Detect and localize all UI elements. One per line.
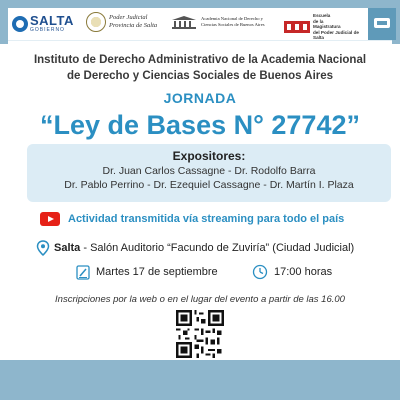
escuela-line3: Magistratura <box>313 24 341 29</box>
time-row <box>252 264 332 280</box>
poder-judicial-line2: Provincia de Salta <box>109 22 158 29</box>
escuela-magistratura-logo <box>284 13 365 41</box>
qr-code[interactable] <box>176 310 224 358</box>
venue-detail: - Salón Auditorio “Facundo de Zuviría” (Ciudad Judicial) <box>80 242 355 254</box>
corner-emblem-icon <box>368 8 396 40</box>
bottom-frame <box>0 360 400 400</box>
youtube-icon <box>40 212 60 226</box>
venue-row <box>36 240 354 256</box>
academia-logo <box>170 15 279 29</box>
flyer-card <box>8 8 392 360</box>
salta-emblem-icon <box>12 16 28 32</box>
salta-logo-sub: GOBIERNO <box>30 27 65 33</box>
salta-government-logo <box>12 14 74 33</box>
venue-city: Salta <box>54 242 81 254</box>
academia-line1: Academia Nacional de Derecho y <box>201 16 263 22</box>
calendar-pencil-icon <box>76 264 90 280</box>
clock-icon <box>252 264 268 280</box>
escuela-line1: Escuela <box>313 13 331 18</box>
speakers-line2: Dr. Pablo Perrino - Dr. Ezequiel Cassagne - Dr. Martín I. Plaza <box>64 179 354 191</box>
academia-building-icon <box>170 15 198 29</box>
institute-heading <box>8 52 392 84</box>
streaming-row <box>40 212 344 226</box>
event-kind: JORNADA <box>163 90 237 106</box>
event-date: Martes 17 de septiembre <box>96 266 218 278</box>
escuela-line2: de la <box>313 18 324 24</box>
event-time: 17:00 horas <box>274 266 333 278</box>
poder-judicial-line1: Poder Judicial <box>109 13 148 21</box>
institute-line1: Instituto de Derecho Administrativo de la Academia Nacional <box>33 54 367 66</box>
speakers-box <box>27 144 391 202</box>
speakers-line1: Dr. Juan Carlos Cassagne - Dr. Rodolfo Barra <box>102 165 316 177</box>
institute-line2: de Derecho y Ciencias Sociales de Buenos Aires <box>66 70 334 83</box>
salta-logo-word: SALTA <box>30 13 74 28</box>
escuela-line4: del Poder Judicial de Salta <box>313 29 359 40</box>
escuela-building-icon <box>284 19 310 35</box>
streaming-text: Actividad transmitida vía streaming para todo el país <box>68 213 345 225</box>
registration-note: Inscripciones por la web o en el lugar del evento a partir de las 16.00 <box>55 294 345 305</box>
venue-text <box>54 242 354 254</box>
judicial-seal-icon <box>86 12 106 32</box>
speakers-label: Expositores: <box>172 149 246 163</box>
academia-line2: Ciencias Sociales de Buenos Aires <box>201 22 265 27</box>
poder-judicial-logo <box>86 12 157 32</box>
logo-bar <box>8 8 392 41</box>
event-title: “Ley de Bases N° 27742” <box>40 110 360 140</box>
date-row <box>76 264 218 280</box>
location-pin-icon <box>36 240 50 256</box>
